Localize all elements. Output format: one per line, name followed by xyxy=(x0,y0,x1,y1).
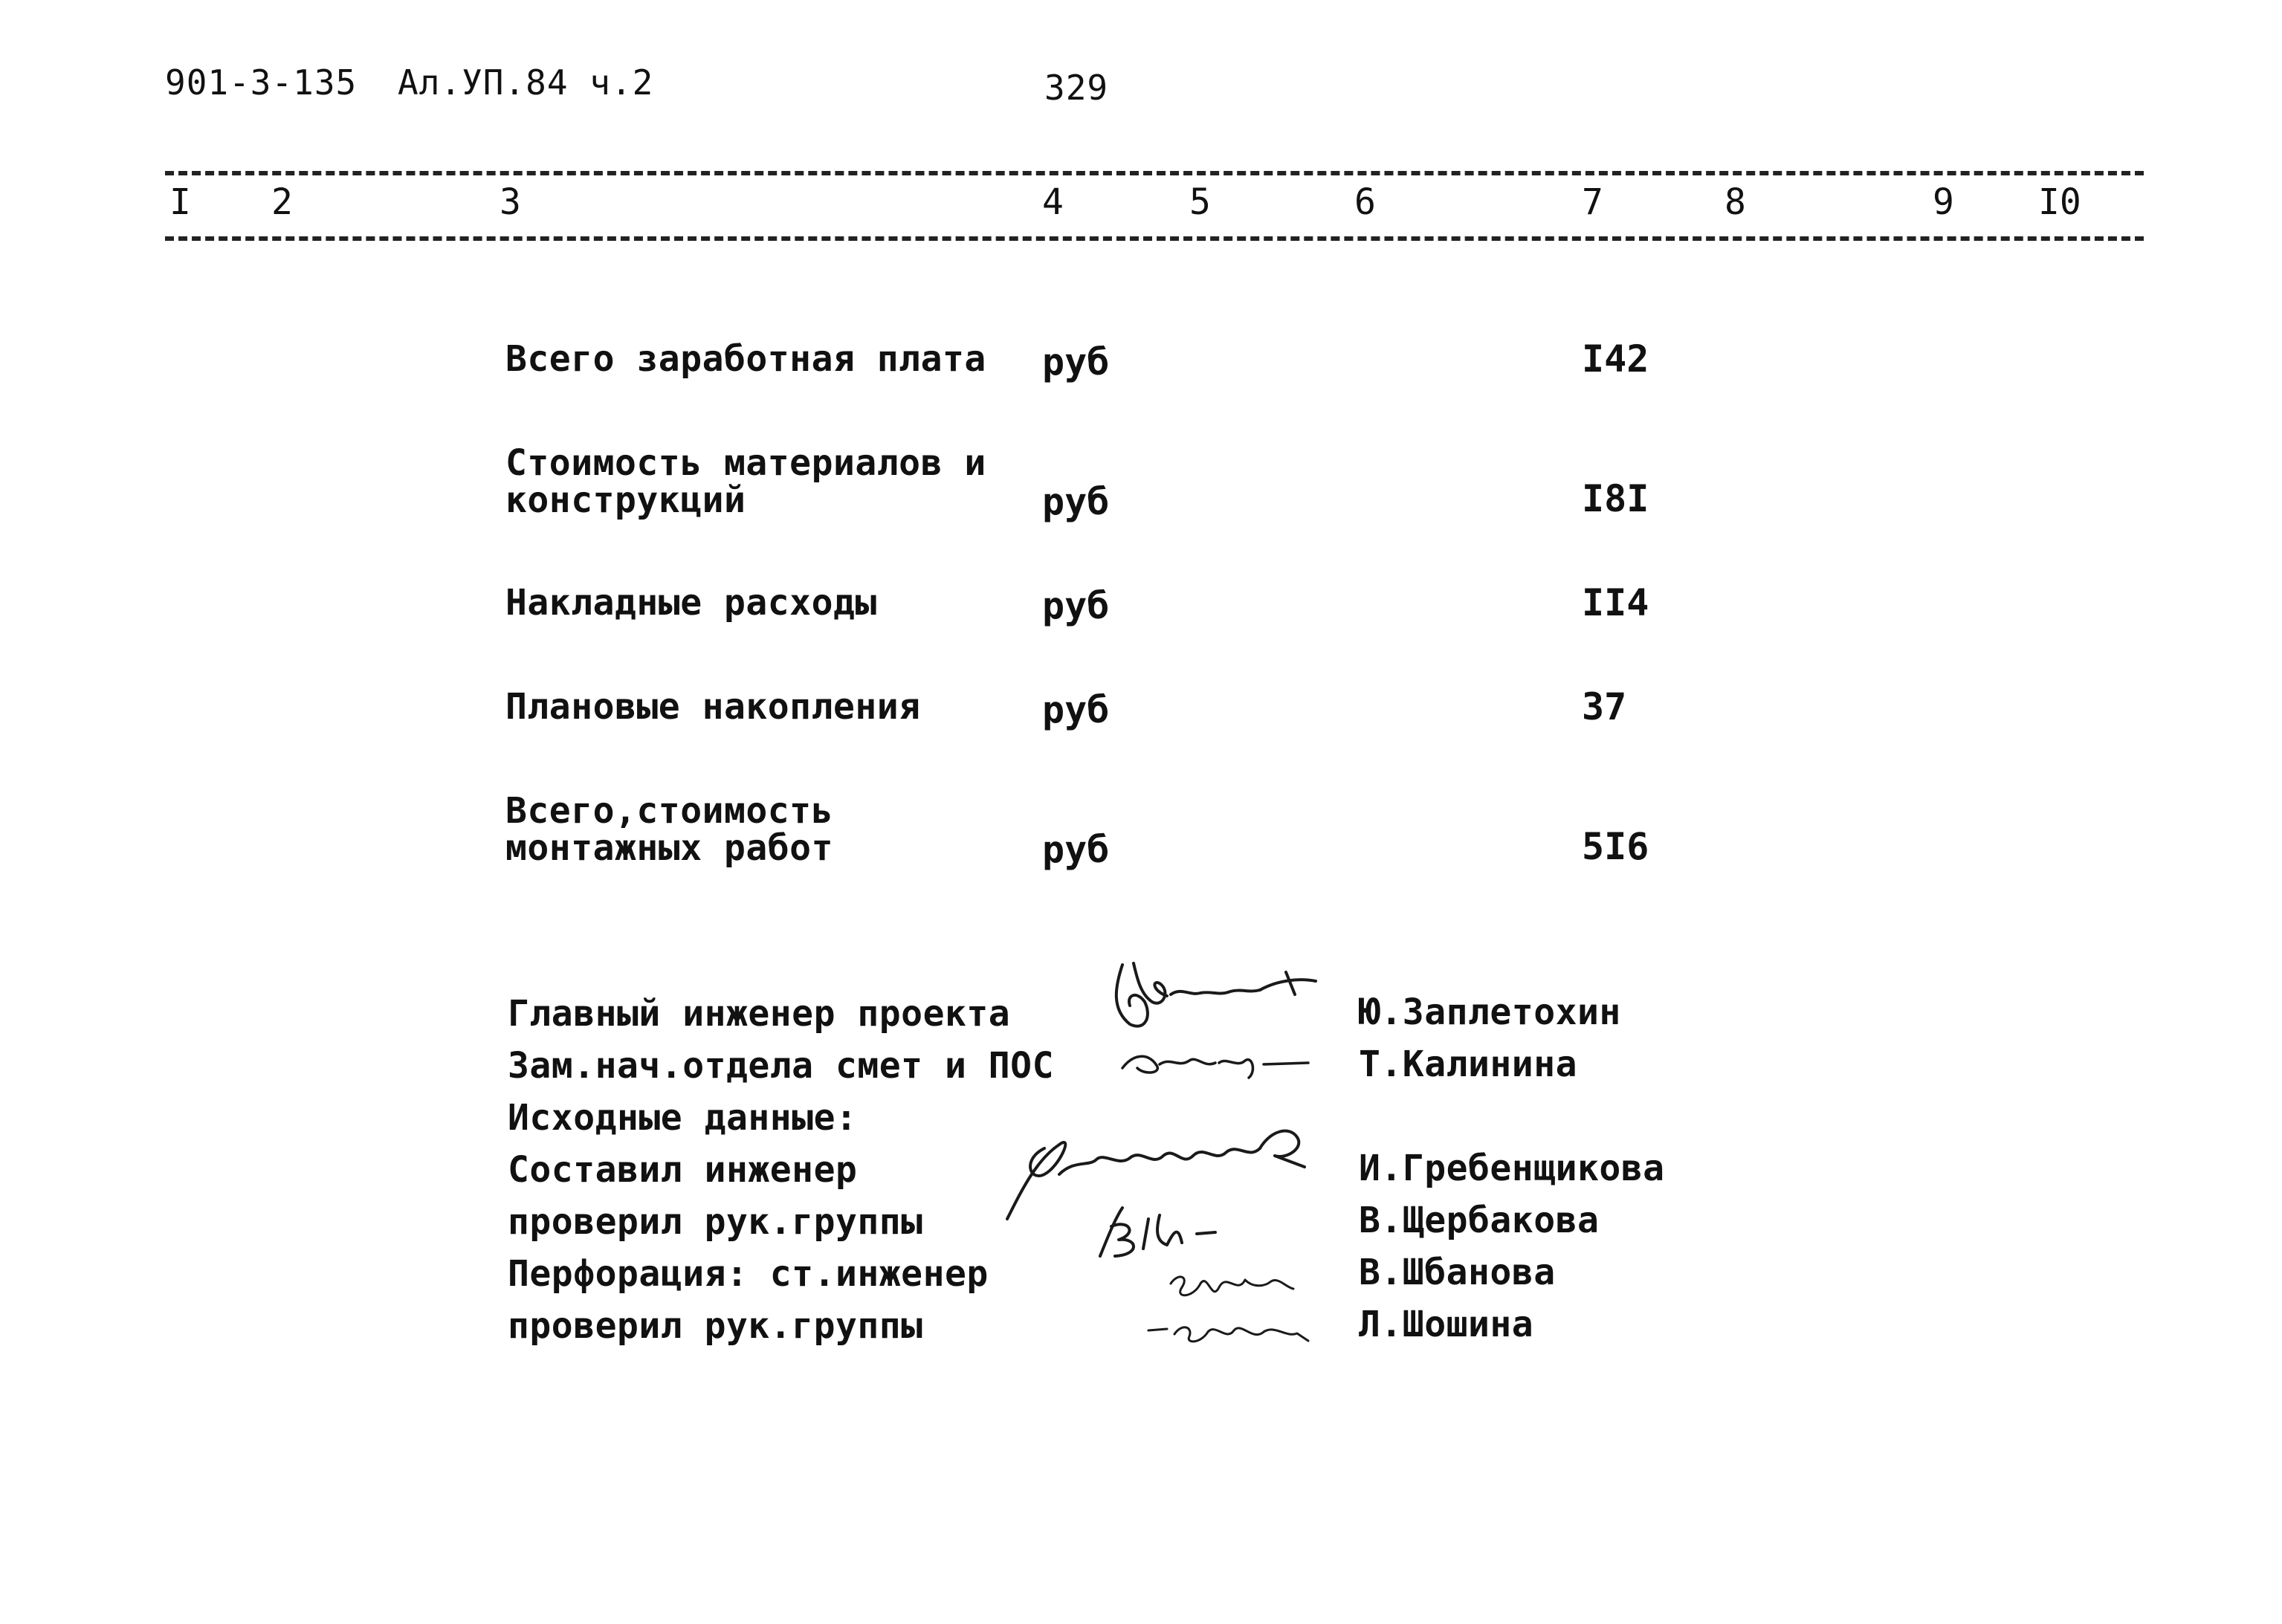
album-reference: Ал.УП.84 ч.2 xyxy=(398,62,654,103)
signature-mark-perforation xyxy=(1160,1258,1301,1310)
column-number-7: 7 xyxy=(1582,181,1603,223)
column-number-8: 8 xyxy=(1725,181,1746,223)
row-unit-overhead: руб xyxy=(1042,584,1110,627)
row-value-overhead: II4 xyxy=(1582,581,1649,624)
signature-role-checked-by-1: проверил рук.группы xyxy=(508,1201,923,1243)
column-number-4: 4 xyxy=(1042,181,1064,223)
row-label-planned-savings: Плановые накопления xyxy=(505,686,921,728)
row-label-materials-line1: Стоимость материалов и xyxy=(505,442,986,484)
signature-mark-deputy-head xyxy=(1115,1035,1316,1087)
row-label-total-wages: Всего заработная плата xyxy=(505,338,986,380)
row-value-materials: I8I xyxy=(1582,477,1649,520)
row-label-total-installation-line1: Всего,стоимость xyxy=(505,790,833,832)
column-number-9: 9 xyxy=(1933,181,1954,223)
column-number-6: 6 xyxy=(1354,181,1376,223)
table-header-top-rule xyxy=(165,171,2144,175)
column-number-10: I0 xyxy=(2038,181,2081,223)
column-number-1: I xyxy=(169,181,191,223)
column-number-2: 2 xyxy=(271,181,293,223)
signature-mark-checked-by-2 xyxy=(1145,1308,1316,1353)
signature-name-shcherbakova: В.Щербакова xyxy=(1359,1200,1600,1241)
row-value-total-wages: I42 xyxy=(1582,337,1649,381)
column-number-5: 5 xyxy=(1189,181,1211,223)
row-unit-total-installation: руб xyxy=(1042,828,1110,871)
signature-role-compiled-by: Составил инженер xyxy=(508,1149,858,1191)
row-unit-total-wages: руб xyxy=(1042,340,1110,384)
page-number: 329 xyxy=(1044,68,1109,108)
table-header-bottom-rule xyxy=(165,236,2144,241)
row-label-overhead: Накладные расходы xyxy=(505,582,877,624)
signature-role-checked-by-2: проверил рук.группы xyxy=(508,1305,923,1347)
signature-mark-checked-by-1 xyxy=(1085,1197,1234,1264)
signature-name-shoshina: Л.Шошина xyxy=(1359,1304,1534,1345)
signature-role-perforation: Перфорация: ст.инженер xyxy=(508,1253,989,1295)
signature-name-kalinina: Т.Калинина xyxy=(1359,1044,1577,1085)
row-label-materials-line2: конструкций xyxy=(505,479,746,521)
signature-mark-chief-engineer xyxy=(1100,950,1323,1039)
signature-role-source-data: Исходные данные: xyxy=(508,1097,858,1139)
row-label-total-installation-line2: монтажных работ xyxy=(505,827,833,869)
signature-name-zapletokhin: Ю.Заплетохин xyxy=(1359,991,1621,1033)
signature-name-grebenshchikova: И.Гребенщикова xyxy=(1359,1148,1665,1189)
signature-name-shbanova: В.Шбанова xyxy=(1359,1252,1556,1293)
row-unit-materials: руб xyxy=(1042,480,1110,523)
row-value-planned-savings: 37 xyxy=(1582,685,1627,728)
row-unit-planned-savings: руб xyxy=(1042,688,1110,731)
row-value-total-installation: 5I6 xyxy=(1582,825,1649,868)
signature-role-deputy-head: Зам.нач.отдела смет и ПОС xyxy=(508,1045,1054,1087)
document-code: 901-3-135 xyxy=(165,62,358,103)
column-number-3: 3 xyxy=(500,181,521,223)
signature-role-chief-engineer: Главный инженер проекта xyxy=(508,993,1011,1035)
